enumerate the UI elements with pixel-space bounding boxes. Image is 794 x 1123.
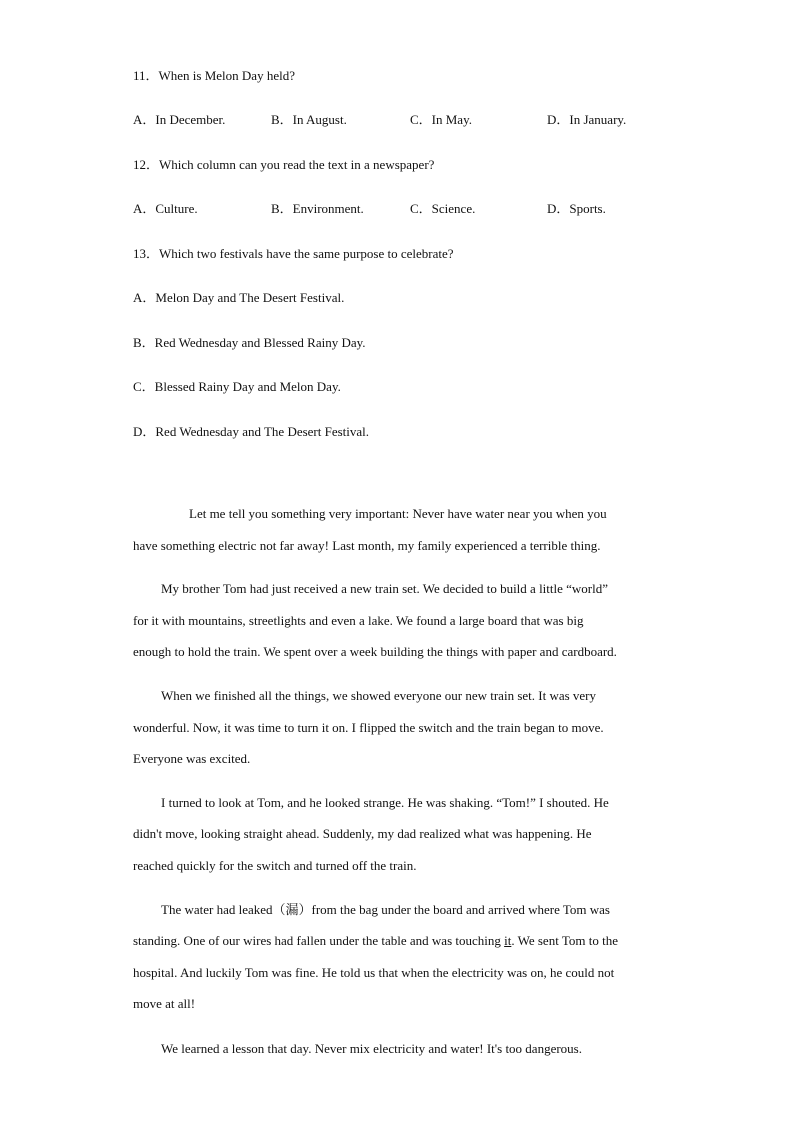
q13-option-b: B．Red Wednesday and Blessed Rainy Day. — [133, 335, 366, 350]
q13-option-d: D．Red Wednesday and The Desert Festival. — [133, 424, 370, 439]
passage-p5-line-4: move at all! — [133, 996, 196, 1011]
passage-p4-line-1: I turned to look at Tom, and he looked strange. He was shaking. “Tom!” I shouted. He — [161, 795, 609, 810]
q13-option-c: C．Blessed Rainy Day and Melon Day. — [133, 379, 341, 394]
passage-p5-line-1: The water had leaked（漏）from the bag under the board and arrived where Tom was — [161, 902, 610, 917]
passage-p2-line-1: My brother Tom had just received a new train set. We decided to build a little “world” — [161, 581, 609, 596]
passage-p1-line-1: Let me tell you something very important: Never have water near you when you — [189, 506, 607, 521]
underlined-word-it: it — [504, 933, 512, 948]
q11-option-a: A．In December. — [133, 112, 226, 127]
q11-option-c: C．In May. — [410, 112, 472, 127]
passage-p1-line-2: have something electric not far away! Last month, my family experienced a terrible thing. — [133, 538, 601, 553]
passage-p6-line-1: We learned a lesson that day. Never mix electricity and water! It's too dangerous. — [161, 1041, 582, 1056]
q13-option-a: A．Melon Day and The Desert Festival. — [133, 290, 345, 305]
q12-option-d: D．Sports. — [547, 201, 606, 216]
question-12-stem: 12．Which column can you read the text in a newspaper? — [133, 157, 435, 172]
passage-p2-line-2: for it with mountains, streetlights and even a lake. We found a large board that was big — [133, 613, 584, 628]
q12-option-c: C．Science. — [410, 201, 476, 216]
q11-option-b: B．In August. — [271, 112, 347, 127]
q12-option-b: B．Environment. — [271, 201, 364, 216]
passage-p3-line-2: wonderful. Now, it was time to turn it on. I flipped the switch and the train began to move. — [133, 720, 604, 735]
passage-p4-line-2: didn't move, looking straight ahead. Suddenly, my dad realized what was happening. He — [133, 826, 592, 841]
passage-p2-line-3: enough to hold the train. We spent over a week building the things with paper and cardboard. — [133, 644, 617, 659]
question-13-stem: 13．Which two festivals have the same purpose to celebrate? — [133, 246, 454, 261]
passage-p5-line-2-start: standing. One of our wires had fallen under the table and was touching — [133, 933, 505, 948]
passage-p5-line-2 — [133, 932, 618, 950]
passage-p3-line-1: When we finished all the things, we showed everyone our new train set. It was very — [161, 688, 597, 703]
passage-p5-line-2-end: . We sent Tom to the — [511, 933, 618, 948]
q11-option-d: D．In January. — [547, 112, 627, 127]
passage-p3-line-3: Everyone was excited. — [133, 751, 251, 766]
passage-p5-line-3: hospital. And luckily Tom was fine. He told us that when the electricity was on, he could not — [133, 965, 615, 980]
passage-p4-line-3: reached quickly for the switch and turned off the train. — [133, 858, 417, 873]
q12-option-a: A．Culture. — [133, 201, 198, 216]
question-11-stem: 11．When is Melon Day held? — [133, 68, 295, 83]
